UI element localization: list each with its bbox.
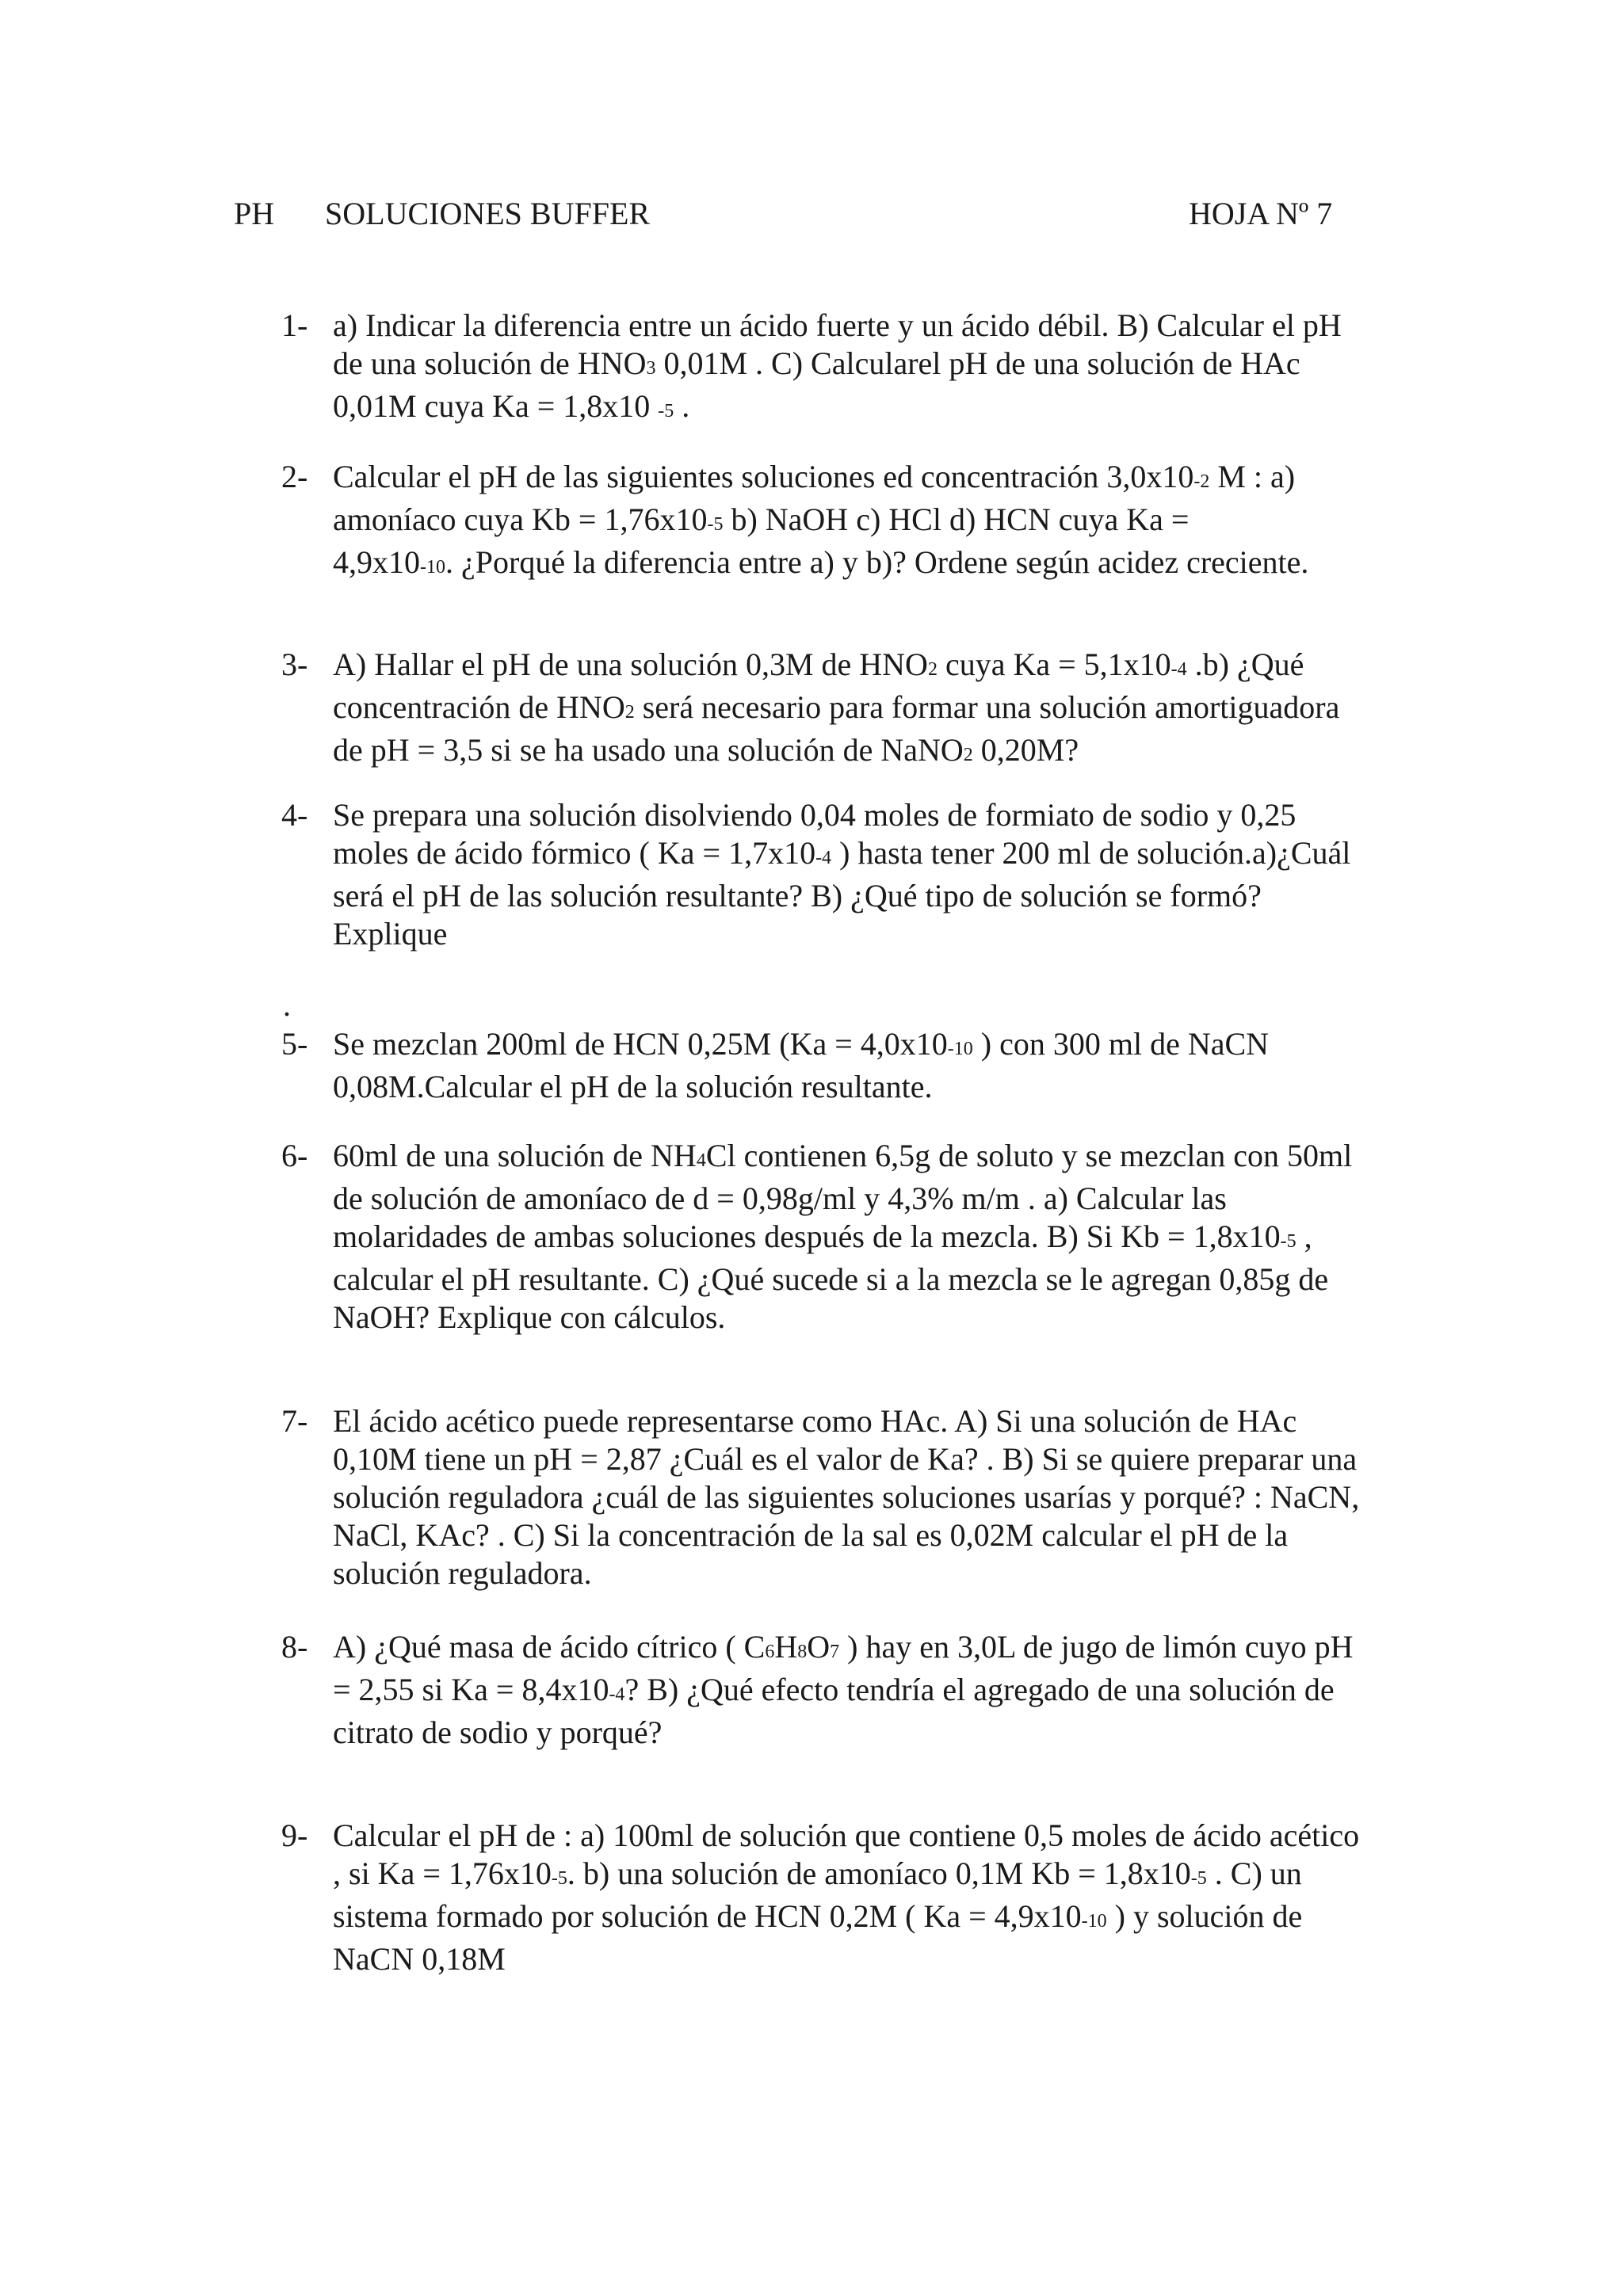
- text-line: molaridades de ambas soluciones después de la mezcla. B) Si Kb = 1,8x10-5 ,: [333, 1219, 1312, 1254]
- question-number: 6-: [281, 1138, 308, 1173]
- header-sheet-number: HOJA Nº 7: [1189, 196, 1333, 231]
- question-number: 7-: [281, 1403, 308, 1439]
- text-line: a) Indicar la diferencia entre un ácido fuerte y un ácido débil. B) Calcular el pH: [333, 307, 1342, 343]
- page-header: [234, 194, 1343, 234]
- stray-period-mark: .: [283, 987, 291, 1023]
- text-line: de una solución de HNO3 0,01M . C) Calcularel pH de una solución de HAc: [333, 345, 1300, 381]
- text-line: calcular el pH resultante. C) ¿Qué sucede si a la mezcla se le agregan 0,85g de: [333, 1261, 1329, 1297]
- text-line: = 2,55 si Ka = 8,4x10-4? B) ¿Qué efecto tendría el agregado de una solución de: [333, 1672, 1335, 1707]
- question-9: [281, 1817, 1407, 1978]
- question-text: [333, 1137, 1407, 1337]
- question-6: [281, 1137, 1407, 1337]
- text-line: de solución de amoníaco de d = 0,98g/ml y 4,3% m/m . a) Calcular las: [333, 1180, 1227, 1216]
- question-number: 8-: [281, 1629, 308, 1665]
- text-line: 4,9x10-10. ¿Porqué la diferencia entre a) y b)? Ordene según acidez creciente.: [333, 544, 1309, 580]
- question-text: [333, 1025, 1407, 1106]
- text-line: de pH = 3,5 si se ha usado una solución de NaNO2 0,20M?: [333, 732, 1079, 768]
- question-text: [333, 458, 1407, 586]
- question-text: [333, 646, 1407, 774]
- header-subject: PH: [234, 196, 275, 231]
- text-line: Calcular el pH de las siguientes soluciones ed concentración 3,0x10-2 M : a): [333, 459, 1296, 494]
- text-line: NaCN 0,18M: [333, 1941, 506, 1977]
- question-2: [281, 458, 1407, 586]
- question-number: 9-: [281, 1817, 308, 1853]
- question-number: 4-: [281, 797, 308, 833]
- question-text: [333, 1402, 1407, 1592]
- text-line: 0,08M.Calcular el pH de la solución resultante.: [333, 1069, 933, 1104]
- question-7: [281, 1402, 1407, 1592]
- header-title: SOLUCIONES BUFFER: [325, 196, 651, 231]
- question-text: [333, 1628, 1407, 1752]
- text-line: Se prepara una solución disolviendo 0,04 moles de formiato de sodio y 0,25: [333, 797, 1296, 833]
- text-line: citrato de sodio y porqué?: [333, 1714, 663, 1750]
- text-line: NaCl, KAc? . C) Si la concentración de la sal es 0,02M calcular el pH de la: [333, 1517, 1289, 1553]
- question-number: 3-: [281, 646, 308, 682]
- text-line: 0,10M tiene un pH = 2,87 ¿Cuál es el valor de Ka? . B) Si se quiere preparar una: [333, 1441, 1358, 1477]
- question-text: [333, 307, 1407, 430]
- question-number: 2-: [281, 459, 308, 494]
- text-line: 60ml de una solución de NH4Cl contienen 6,5g de soluto y se mezclan con 50ml: [333, 1138, 1353, 1173]
- text-line: solución reguladora.: [333, 1555, 592, 1591]
- text-line: será el pH de las solución resultante? B) ¿Qué tipo de solución se formó?: [333, 878, 1262, 913]
- text-line: NaOH? Explique con cálculos.: [333, 1299, 726, 1335]
- question-number: 1-: [281, 307, 308, 343]
- text-line: A) ¿Qué masa de ácido cítrico ( C6H8O7 ) hay en 3,0L de jugo de limón cuyo pH: [333, 1629, 1354, 1665]
- question-3: [281, 646, 1407, 774]
- text-line: amoníaco cuya Kb = 1,76x10-5 b) NaOH c) HCl d) HCN cuya Ka =: [333, 502, 1190, 537]
- text-line: solución reguladora ¿cuál de las siguientes soluciones usarías y porqué? : NaCN,: [333, 1479, 1360, 1515]
- text-line: Se mezclan 200ml de HCN 0,25M (Ka = 4,0x10-10 ) con 300 ml de NaCN: [333, 1026, 1270, 1062]
- text-line: Calcular el pH de : a) 100ml de solución que contiene 0,5 moles de ácido acético: [333, 1817, 1360, 1853]
- question-number: 5-: [281, 1026, 308, 1062]
- text-line: , si Ka = 1,76x10-5. b) una solución de amoníaco 0,1M Kb = 1,8x10-5 . C) un: [333, 1855, 1302, 1891]
- text-line: sistema formado por solución de HCN 0,2M ( Ka = 4,9x10-10 ) y solución de: [333, 1898, 1303, 1934]
- text-line: A) Hallar el pH de una solución 0,3M de HNO2 cuya Ka = 5,1x10-4 .b) ¿Qué: [333, 646, 1304, 682]
- text-line: 0,01M cuya Ka = 1,8x10 -5 .: [333, 388, 690, 424]
- text-line: concentración de HNO2 será necesario para formar una solución amortiguadora: [333, 689, 1340, 725]
- question-text: [333, 796, 1407, 953]
- text-line: Explique: [333, 916, 448, 952]
- question-5: [281, 1025, 1407, 1106]
- text-line: El ácido acético puede representarse como HAc. A) Si una solución de HAc: [333, 1403, 1297, 1439]
- question-text: [333, 1817, 1407, 1978]
- question-8: [281, 1628, 1407, 1752]
- text-line: moles de ácido fórmico ( Ka = 1,7x10-4 ) hasta tener 200 ml de solución.a)¿Cuál: [333, 835, 1351, 871]
- question-4: [281, 796, 1407, 953]
- question-1: [281, 307, 1407, 430]
